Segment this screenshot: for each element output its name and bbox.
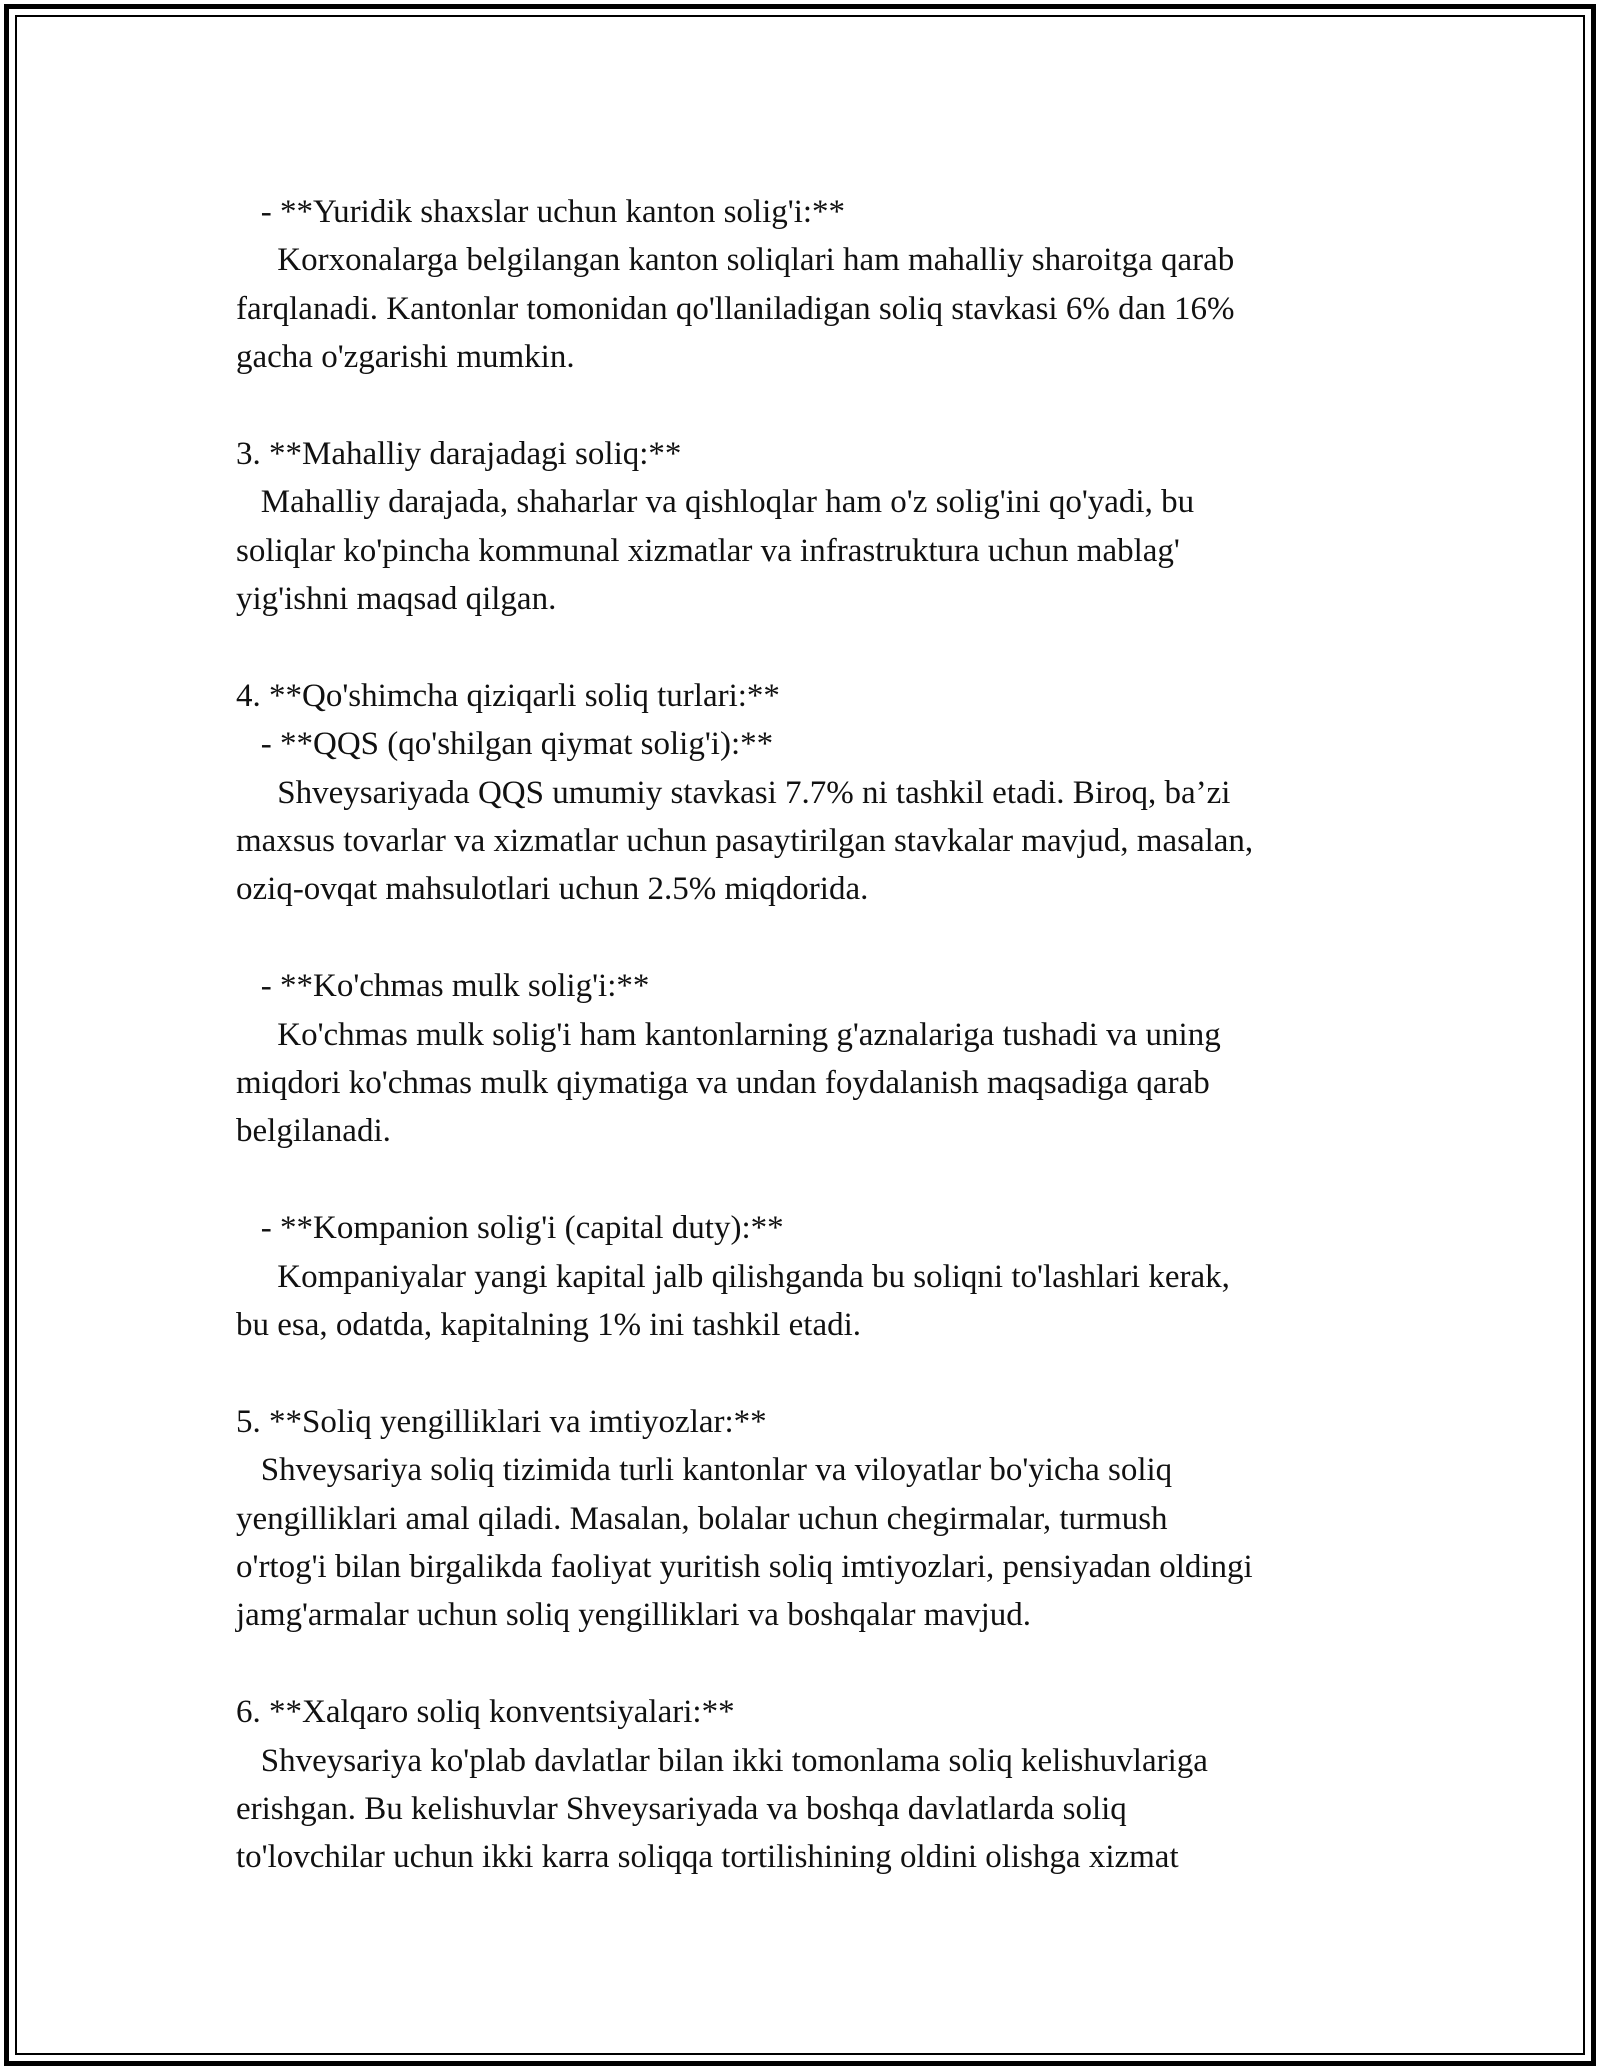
paragraph-line: Ko'chmas mulk solig'i ham kantonlarning g'aznalariga tushadi va uning [236, 1016, 1221, 1053]
spacer [236, 1349, 1376, 1397]
heading-tax-reliefs: 5. **Soliq yengilliklari va imtiyozlar:** [236, 1403, 767, 1440]
heading-additional-tax-types: 4. **Qo'shimcha qiziqarli soliq turlari:** [236, 677, 780, 714]
spacer [236, 1640, 1376, 1688]
paragraph-line: maxsus tovarlar va xizmatlar uchun pasaytirilgan stavkalar mavjud, masalan, [236, 823, 1254, 860]
paragraph-line: to'lovchilar uchun ikki karra soliqqa tortilishining oldini olishga xizmat [236, 1839, 1179, 1876]
spacer [236, 1156, 1376, 1204]
spacer [236, 624, 1376, 672]
paragraph-line: o'rtog'i bilan birgalikda faoliyat yuritish soliq imtiyozlari, pensiyadan oldingi [236, 1548, 1253, 1585]
paragraph-line: erishgan. Bu kelishuvlar Shveysariyada va boshqa davlatlarda soliq [236, 1790, 1127, 1827]
paragraph-line: yig'ishni maqsad qilgan. [236, 581, 557, 618]
paragraph-line: gacha o'zgarishi mumkin. [236, 339, 575, 376]
paragraph-line: Shveysariya soliq tizimida turli kantonlar va viloyatlar bo'yicha soliq [236, 1452, 1173, 1489]
subheading-capital-duty: - **Kompanion solig'i (capital duty):** [236, 1210, 784, 1247]
paragraph-line: soliqlar ko'pincha kommunal xizmatlar va infrastruktura uchun mablag' [236, 532, 1180, 569]
spacer [236, 914, 1376, 962]
paragraph-line: Shveysariyada QQS umumiy stavkasi 7.7% ni tashkil etadi. Biroq, ba’zi [236, 774, 1231, 811]
subheading-real-estate-tax: - **Ko'chmas mulk solig'i:** [236, 968, 650, 1005]
paragraph-line: jamg'armalar uchun soliq yengilliklari va boshqalar mavjud. [236, 1597, 1031, 1634]
paragraph-line: yengilliklari amal qiladi. Masalan, bolalar uchun chegirmalar, turmush [236, 1500, 1168, 1537]
paragraph-line: Korxonalarga belgilangan kanton soliqlari ham mahalliy sharoitga qarab [236, 242, 1235, 279]
paragraph-line: bu esa, odatda, kapitalning 1% ini tashkil etadi. [236, 1306, 862, 1343]
paragraph-line: belgilanadi. [236, 1113, 391, 1150]
heading-international-conventions: 6. **Xalqaro soliq konventsiyalari:** [236, 1694, 735, 1731]
subheading-legal-entity-tax: - **Yuridik shaxslar uchun kanton solig'i:** [236, 194, 846, 230]
paragraph-line: Shveysariya ko'plab davlatlar bilan ikki tomonlama soliq kelishuvlariga [236, 1742, 1208, 1779]
subheading-vat: - **QQS (qo'shilgan qiymat solig'i):** [236, 726, 774, 763]
document-body [236, 188, 1376, 1882]
paragraph-line: miqdori ko'chmas mulk qiymatiga va undan foydalanish maqsadiga qarab [236, 1065, 1210, 1102]
paragraph-line: farqlanadi. Kantonlar tomonidan qo'llaniladigan soliq stavkasi 6% dan 16% [236, 290, 1235, 327]
paragraph-line: Kompaniyalar yangi kapital jalb qilishganda bu soliqni to'lashlari kerak, [236, 1258, 1230, 1295]
paragraph-line: oziq-ovqat mahsulotlari uchun 2.5% miqdorida. [236, 871, 869, 908]
spacer [236, 382, 1376, 430]
heading-local-tax: 3. **Mahalliy darajadagi soliq:** [236, 435, 682, 472]
paragraph-line: Mahalliy darajada, shaharlar va qishloqlar ham o'z solig'ini qo'yadi, bu [236, 484, 1195, 521]
